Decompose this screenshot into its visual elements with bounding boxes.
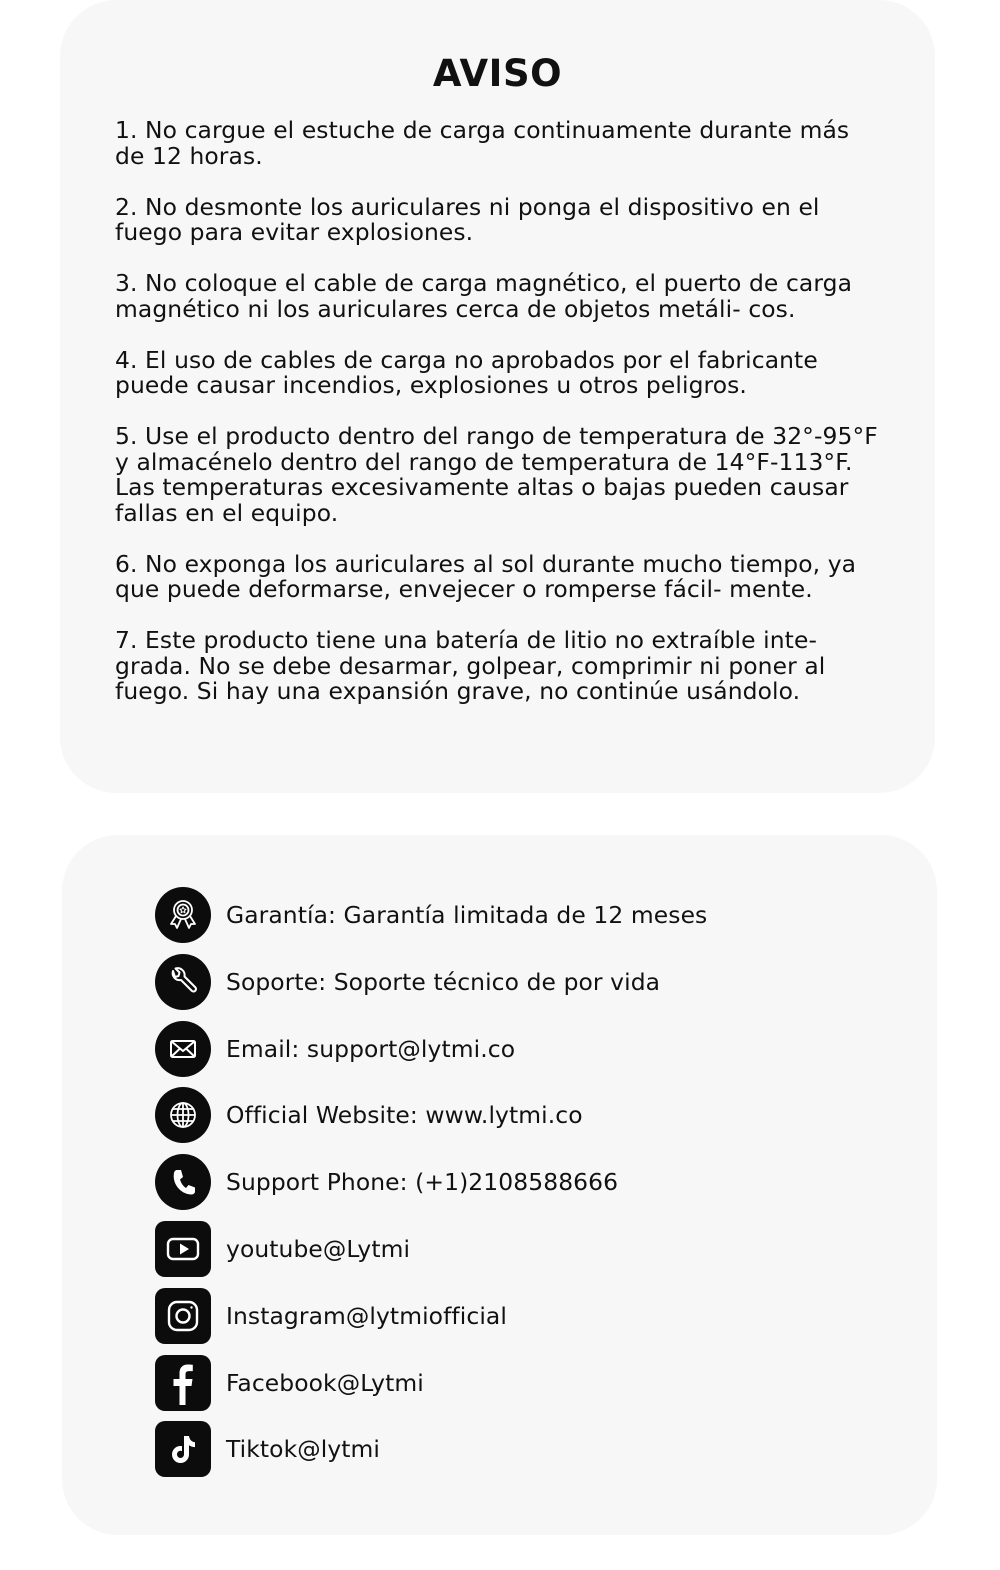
phone-link[interactable]: Support Phone: (+1)2108588666 bbox=[226, 1168, 619, 1197]
website-link[interactable]: Official Website: www.lytmi.co bbox=[226, 1101, 583, 1130]
globe-icon bbox=[155, 1087, 211, 1143]
youtube-link[interactable]: youtube@Lytmi bbox=[226, 1234, 411, 1263]
warranty-badge-icon bbox=[155, 887, 211, 943]
notice-item-3: 3. No coloque el cable de carga magnético, el puerto de carga magnético ni los auriculares cerca de objetos metáli- cos. bbox=[115, 269, 853, 323]
instagram-link[interactable]: Instagram@lytmiofficial bbox=[226, 1301, 507, 1330]
notice-item-5: 5. Use el producto dentro del rango de temperatura de 32°-95°F y almacénelo dentro del rango de temperatura de 14°F-113°F. Las temperaturas excesivamente altas o bajas pueden causar fallas en el equipo. bbox=[115, 422, 878, 527]
instagram-icon bbox=[155, 1288, 211, 1344]
contact-row-website[interactable] bbox=[155, 1087, 707, 1143]
warranty-text: Garantía: Garantía limitada de 12 meses bbox=[226, 901, 708, 929]
notice-card bbox=[60, 0, 935, 793]
notice-item-6: 6. No exponga los auriculares al sol durante mucho tiempo, ya que puede deformarse, envejecer o romperse fácil- mente. bbox=[115, 549, 857, 603]
notice-item-1: 1. No cargue el estuche de carga continuamente durante más de 12 horas. bbox=[115, 116, 850, 170]
facebook-link[interactable]: Facebook@Lytmi bbox=[226, 1368, 424, 1397]
tiktok-icon bbox=[155, 1421, 211, 1477]
contact-row-facebook[interactable] bbox=[155, 1355, 707, 1411]
email-link[interactable]: Email: support@lytmi.co bbox=[226, 1034, 516, 1063]
contact-row-tiktok[interactable] bbox=[155, 1421, 707, 1477]
envelope-icon bbox=[155, 1021, 211, 1077]
notice-list bbox=[115, 118, 885, 730]
contact-row-youtube[interactable] bbox=[155, 1221, 707, 1277]
contact-row-email[interactable] bbox=[155, 1021, 707, 1077]
contact-list bbox=[155, 887, 707, 1488]
support-text: Soporte: Soporte técnico de por vida bbox=[226, 967, 661, 996]
contact-row-instagram[interactable] bbox=[155, 1288, 707, 1344]
contact-card bbox=[62, 835, 937, 1535]
notice-item-4: 4. El uso de cables de carga no aprobados por el fabricante puede causar incendios, explosiones u otros peligros. bbox=[115, 345, 818, 399]
tiktok-link[interactable]: Tiktok@lytmi bbox=[226, 1435, 381, 1464]
youtube-icon bbox=[155, 1221, 211, 1277]
notice-title: AVISO bbox=[432, 52, 563, 95]
wrench-icon bbox=[155, 954, 211, 1010]
notice-item-7: 7. Este producto tiene una batería de litio no extraíble inte- grada. No se debe desarmar, golpear, comprimir ni poner al fuego. Si hay una expansión grave, no continúe usándolo. bbox=[115, 626, 826, 705]
contact-row-warranty bbox=[155, 887, 707, 943]
contact-row-support bbox=[155, 954, 707, 1010]
phone-icon bbox=[155, 1154, 211, 1210]
facebook-icon bbox=[155, 1355, 211, 1411]
notice-item-2: 2. No desmonte los auriculares ni ponga el dispositivo en el fuego para evitar explosiones. bbox=[115, 192, 820, 246]
contact-row-phone[interactable] bbox=[155, 1154, 707, 1210]
